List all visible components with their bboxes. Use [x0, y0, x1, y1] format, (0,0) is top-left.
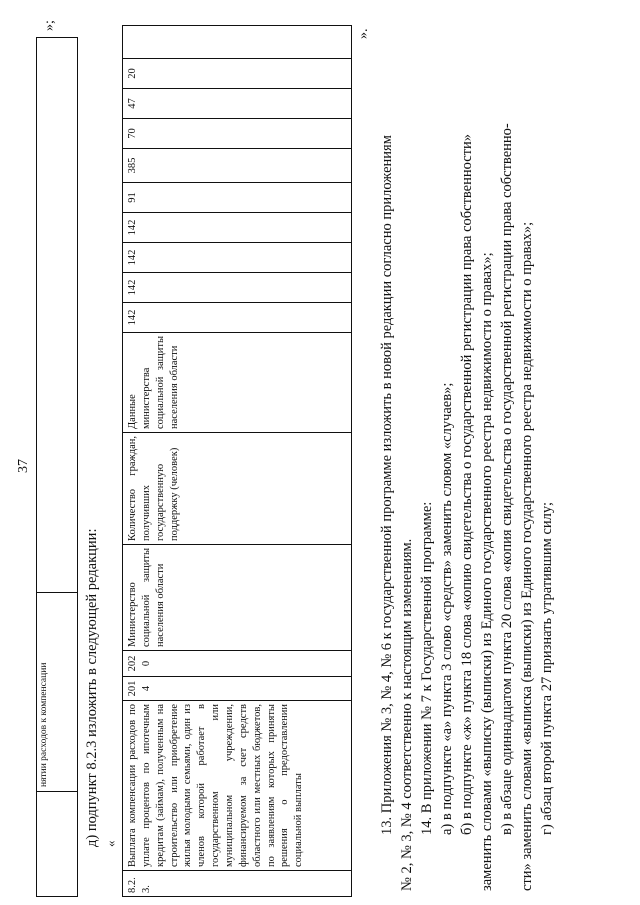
value-cell: 142 — [123, 273, 352, 303]
value-cell: 70 — [123, 119, 352, 149]
year-end: 2020 — [123, 651, 352, 677]
subheading: д) подпункт 8.2.3 изложить в следующей редакции: — [84, 528, 100, 847]
closing-quote: »; — [42, 20, 57, 31]
empty-cell — [37, 38, 78, 593]
paragraph-line: 13. Приложения № 3, № 4, № 6 к государственной программе изложить в новой редакции согласно приложениям — [379, 135, 395, 835]
continued-table — [36, 37, 78, 897]
closing-quote: ». — [356, 28, 371, 39]
empty-cell — [37, 792, 78, 897]
value-cell: 142 — [123, 213, 352, 243]
value-cell: 20 — [123, 59, 352, 89]
value-cell: 91 — [123, 183, 352, 213]
value-cell: 47 — [123, 89, 352, 119]
paragraph-line: г) абзац второй пункта 27 признать утратившим силу; — [539, 501, 555, 835]
year-start: 2014 — [123, 677, 352, 701]
paragraph-line: а) в подпункте «а» пункта 3 слово «средств» заменить словом «случаев»; — [439, 382, 455, 835]
row-number: 8.2.3. — [123, 871, 352, 897]
data-source: Данные министерства социальной защиты населения области — [123, 333, 352, 433]
paragraph-line: 14. В приложении № 7 к Государственной программе: — [419, 501, 435, 835]
indicator: Количество граждан, получивших государственную поддержку (человек) — [123, 433, 352, 545]
paragraph-line: сти» заменить словами «выписка (выписки) из Единого государственного реестра недвижимости о правах»; — [519, 221, 535, 891]
page-number: 37 — [16, 459, 31, 473]
paragraph-line: заменить словами «выписку (выписки) из Единого государственного реестра недвижимости о правах»; — [479, 252, 495, 891]
empty-cell — [123, 26, 352, 59]
table-cell-label: нятии расходов к компенсации — [37, 593, 78, 792]
opening-quote: « — [103, 840, 118, 847]
value-cell: 142 — [123, 303, 352, 333]
value-cell: 142 — [123, 243, 352, 273]
paragraph-line: № 2, № 3, № 4 соответственно к настоящим изменениям. — [399, 538, 415, 891]
program-table — [122, 25, 352, 897]
measure-description: Выплата компенсации расходов по уплате процентов по ипотечным кредитам (займам), полученным на строительство или приобретение жилья молодыми семьями, один из членов которой работает в государственном или муниципальном учреждении, финансируемом за счет средств областного или местных бюджетов, по заявлениям которых приняты решения о предоставлении социальной выплаты — [123, 701, 352, 871]
value-cell: 385 — [123, 149, 352, 183]
paragraph-line: б) в подпункте «ж» пункта 18 слова «копию свидетельства о государственной регистрации права собственности» — [459, 133, 475, 835]
table-row — [123, 26, 352, 897]
paragraph-line: в) в абзаце одиннадцатом пункта 20 слова «копия свидетельства о государственной регистрации права собственно- — [499, 123, 515, 835]
executor: Министерство социальной защиты населения области — [123, 545, 352, 651]
